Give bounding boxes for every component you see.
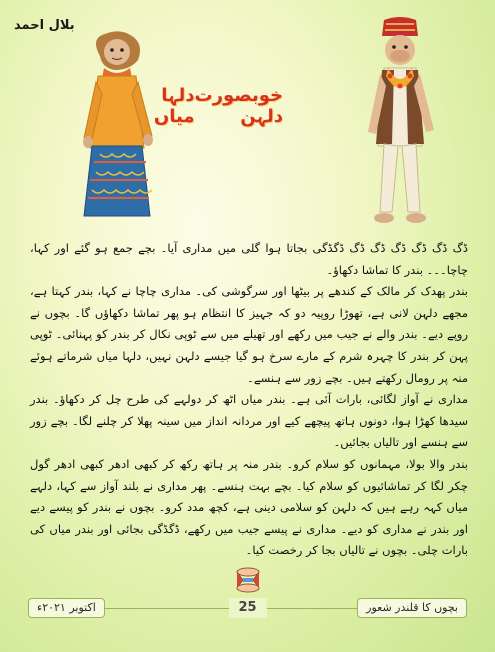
title-groom: دلہا میاں — [153, 85, 195, 127]
dugdugi-drum-icon — [233, 566, 263, 594]
groom-monkey-illustration — [350, 16, 450, 234]
bride-monkey-illustration — [60, 28, 170, 228]
author-name: بلال احمد — [14, 18, 75, 33]
page-footer — [28, 598, 467, 618]
issue-date: اکتوبر ۲۰۲۱ء — [28, 598, 105, 618]
story-body — [30, 238, 468, 562]
paragraph: بندر والا بولا، مہمانوں کو سلام کرو۔ بندر منہ پر ہاتھ رکھ کر کبھی ادھر کبھی ادھر گول چکر لگا کر تماشائیوں کو سلام کیا۔ بچے بہت ہنسے۔ پھر مداری نے بلند آواز سے کہا، دلہے میاں کہہ رہے ہیں کہ دلہن کو سلامی دینی ہے، کچھ مدد کرو۔ بچوں نے بندر کو پیسے دیے اور بندر نے مداری کو دیے۔ مداری نے پیسے جیب میں رکھے، ڈگڈگی بجائی اور بندر میاں کی بارات چلی۔ بچوں نے تالیاں بجا کر رخصت کیا۔ — [30, 456, 468, 558]
title-bride: خوبصورت دلہن — [194, 85, 283, 127]
paragraph: ڈگ ڈگ ڈگ ڈگ ڈگ ڈگ ڈگڈگی بجاتا ہوا گلی میں مداری آیا۔ بچے جمع ہو گئے اور کہا، چاچا۔۔۔ بندر کا تماشا دکھاؤ۔ — [30, 241, 468, 277]
page-number: 25 — [228, 598, 266, 618]
magazine-name: بچوں کا قلندر شعور — [357, 598, 467, 618]
paragraph: بندر پھدک کر مالک کے کندھے پر بیٹھا اور سرگوشی کی۔ مداری چاچا نے کہا، بندر کہتا ہے، مجھے دلہن لانی ہے، تھوڑا روپیہ دو کہ جہیز کا انتظام ہو پھر تماشا دکھاؤں گا۔ بچوں نے روپے دیے۔ بندر والے نے جیب میں رکھے اور تھیلے میں سے ٹوپی نکال کر بندر کو پہنائی۔ ٹوپی پہن کر بندر کا چہرہ شرم کے مارے سرخ ہو گیا جیسے دلہن نہیں، دلہا میاں شرماتے ہوئے منہ پر رومال رکھتے ہیں۔ بچے زور سے ہنسے۔ — [30, 284, 468, 385]
paragraph: مداری نے آواز لگائی، بارات آئی ہے۔ بندر میاں اٹھ کر دولہے کی طرح چل کر دکھاؤ۔ بندر سیدھا کھڑا ہوا، دونوں ہاتھ پیچھے کیے اور مردانہ انداز میں سینہ پھلا کر چلنے لگا۔ بچے زور سے ہنسے اور تالیاں بجائیں۔ — [30, 392, 468, 450]
story-title — [148, 85, 283, 127]
